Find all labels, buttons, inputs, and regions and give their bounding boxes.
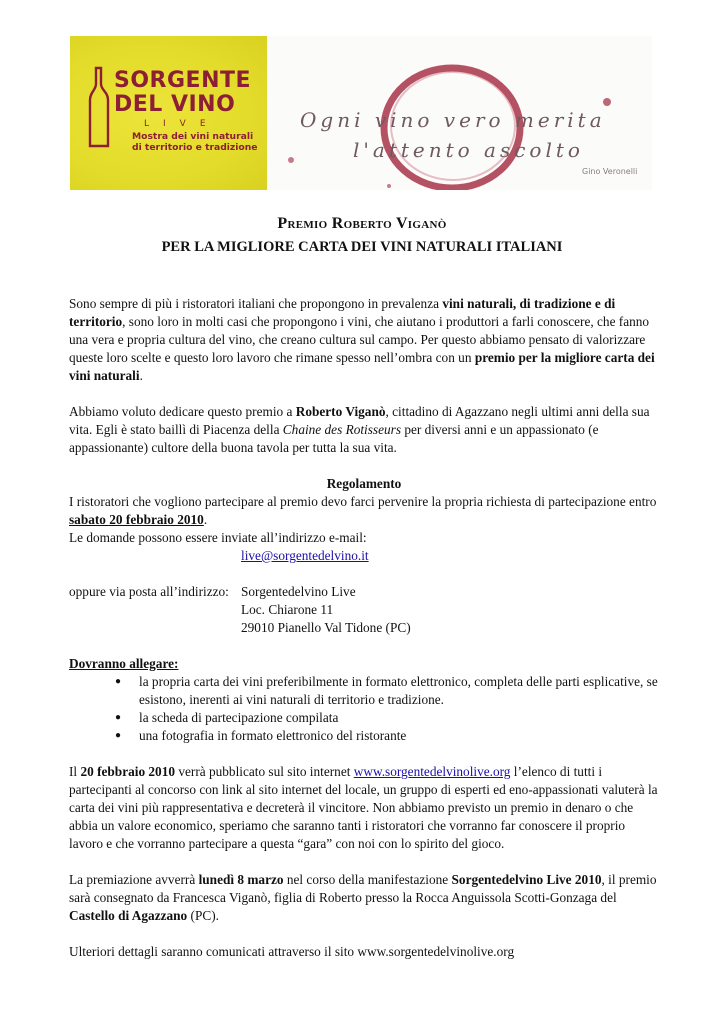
text-run: La premiazione avverrà — [69, 872, 199, 887]
logo-line-1: SORGENTE — [114, 68, 252, 93]
text-bold: 20 febbraio 2010 — [80, 764, 176, 779]
logo-subtitle — [132, 132, 262, 153]
text-run: nel corso della manifestazione — [283, 872, 452, 887]
deadline-date: sabato 20 febbraio 2010 — [69, 512, 204, 527]
header-banner — [70, 36, 652, 190]
text-run: I ristoratori che vogliono partecipare al premio devo farci pervenire la propria richiesta di partecipazione entro — [69, 494, 657, 509]
text-bold: vini naturali, di tradizione e di territorio — [69, 296, 616, 329]
motto-line-1: Ogni vino vero merita — [300, 108, 606, 132]
text-run: , il premio sarà consegnato da Francesca Viganò, figlia di Roberto presso la Rocca Anguissola Scotti-Gonzaga del — [69, 872, 657, 905]
address-line: Sorgentedelvino Live — [241, 584, 356, 599]
intro-paragraph-1 — [69, 295, 659, 385]
website-link[interactable]: www.sorgentedelvinolive.org — [353, 764, 511, 779]
text-run: , sono loro in molti casi che propongono i vini, che aiutano i produttori a farli conoscere, che fanno una vera e propria cultura del vino, che creano cultura sul campo. Per questo abbiamo pensato di valorizzare queste loro scelte e questo loro lavoro che rimane spesso nell’ombra con un — [69, 314, 650, 365]
text-run: . — [139, 368, 143, 383]
rules-heading-text: Regolamento — [326, 476, 402, 491]
text-run: per diversi anni e un appassionato (e appassionante) cultore della buona tavola per tutta la sua vita. — [69, 422, 599, 455]
list-item: ● la propria carta dei vini preferibilmente in formato elettronico, completa delle parti esplicative, se esistono, inerenti ai vini naturali di territorio e tradizione. — [139, 673, 659, 709]
motto-line-2: l'attento ascolto — [353, 138, 584, 162]
rules-paragraph-1 — [69, 493, 659, 529]
text-run: , cittadino di Agazzano negli ultimi anni della sua vita. Egli è stato baillì di Piacenza della — [69, 404, 650, 437]
intro-paragraph-2 — [69, 403, 659, 457]
sorgente-del-vino-logo — [70, 36, 267, 190]
text-italic: Chaine des Rotisseurs — [282, 422, 401, 437]
attachments-heading-text: Dovranno allegare: — [69, 656, 179, 671]
rules-paragraph-2: Le domande possono essere inviate all’indirizzo e-mail: — [69, 530, 367, 545]
footer-note: Ulteriori dettagli saranno comunicati attraverso il sito www.sorgentedelvinolive.org — [69, 944, 515, 959]
text-bold: Roberto Viganò — [295, 404, 386, 419]
email-link[interactable]: live@sorgentedelvino.it — [241, 548, 369, 563]
text-run: Il — [69, 764, 81, 779]
text-run: Abbiamo voluto dedicare questo premio a — [69, 404, 296, 419]
motto-signature: Gino Veronelli — [582, 167, 638, 176]
postal-address — [241, 583, 411, 637]
document-subtitle: PER LA MIGLIORE CARTA DEI VINI NATURALI ITALIANI — [161, 239, 563, 255]
text-run: . — [203, 512, 208, 527]
logo-live: LIVE — [144, 119, 220, 129]
attachments-list — [69, 673, 659, 745]
list-item: ● la scheda di partecipazione compilata — [139, 709, 659, 727]
logo-subtitle-line-2: di territorio e tradizione — [132, 141, 258, 153]
postal-address-row — [69, 583, 659, 637]
text-bold: lunedì 8 marzo — [198, 872, 284, 887]
address-line: 29010 Pianello Val Tidone (PC) — [241, 620, 411, 635]
rules-heading — [69, 475, 659, 493]
list-item: ● una fotografia in formato elettronico del ristorante — [139, 727, 659, 745]
logo-subtitle-line-1: Mostra dei vini naturali — [132, 131, 254, 142]
text-bold: Castello di Agazzano — [69, 908, 188, 923]
text-run: verrà pubblicato sul sito internet — [175, 764, 354, 779]
email-line — [69, 547, 659, 565]
text-run: (PC). — [187, 908, 219, 923]
attachments-heading — [69, 655, 659, 673]
publication-paragraph — [69, 763, 659, 853]
postal-label: oppure via posta all’indirizzo: — [69, 584, 229, 599]
document-body — [69, 295, 659, 961]
wine-bottle-icon — [88, 66, 110, 150]
text-bold: premio per la migliore carta dei vini naturali — [69, 350, 655, 383]
logo-line-2: DEL VINO — [114, 92, 236, 117]
text-run: Sono sempre di più i ristoratori italiani che propongono in prevalenza — [69, 296, 443, 311]
document-title: Premio Roberto Viganò — [277, 215, 447, 232]
address-line: Loc. Chiarone 11 — [241, 602, 334, 617]
text-bold: Sorgentedelvino Live 2010 — [451, 872, 602, 887]
text-run: l’elenco di tutti i partecipanti al concorso con link al sito internet del locale, un gruppo di esperti ed eno-appassionati valuterà la carta dei vini più rappresentativa e decreterà il vincitore. Non abbiamo previsto un premio in denaro o che abbia un valore economico, speriamo che saranno tanti i ristoratori che vorranno far conoscere il proprio lavoro e che vorranno partecipare a questa “gara” con noi con lo spirito del gioco. — [69, 764, 658, 851]
ceremony-paragraph — [69, 871, 659, 925]
wine-stain-banner — [267, 36, 652, 190]
